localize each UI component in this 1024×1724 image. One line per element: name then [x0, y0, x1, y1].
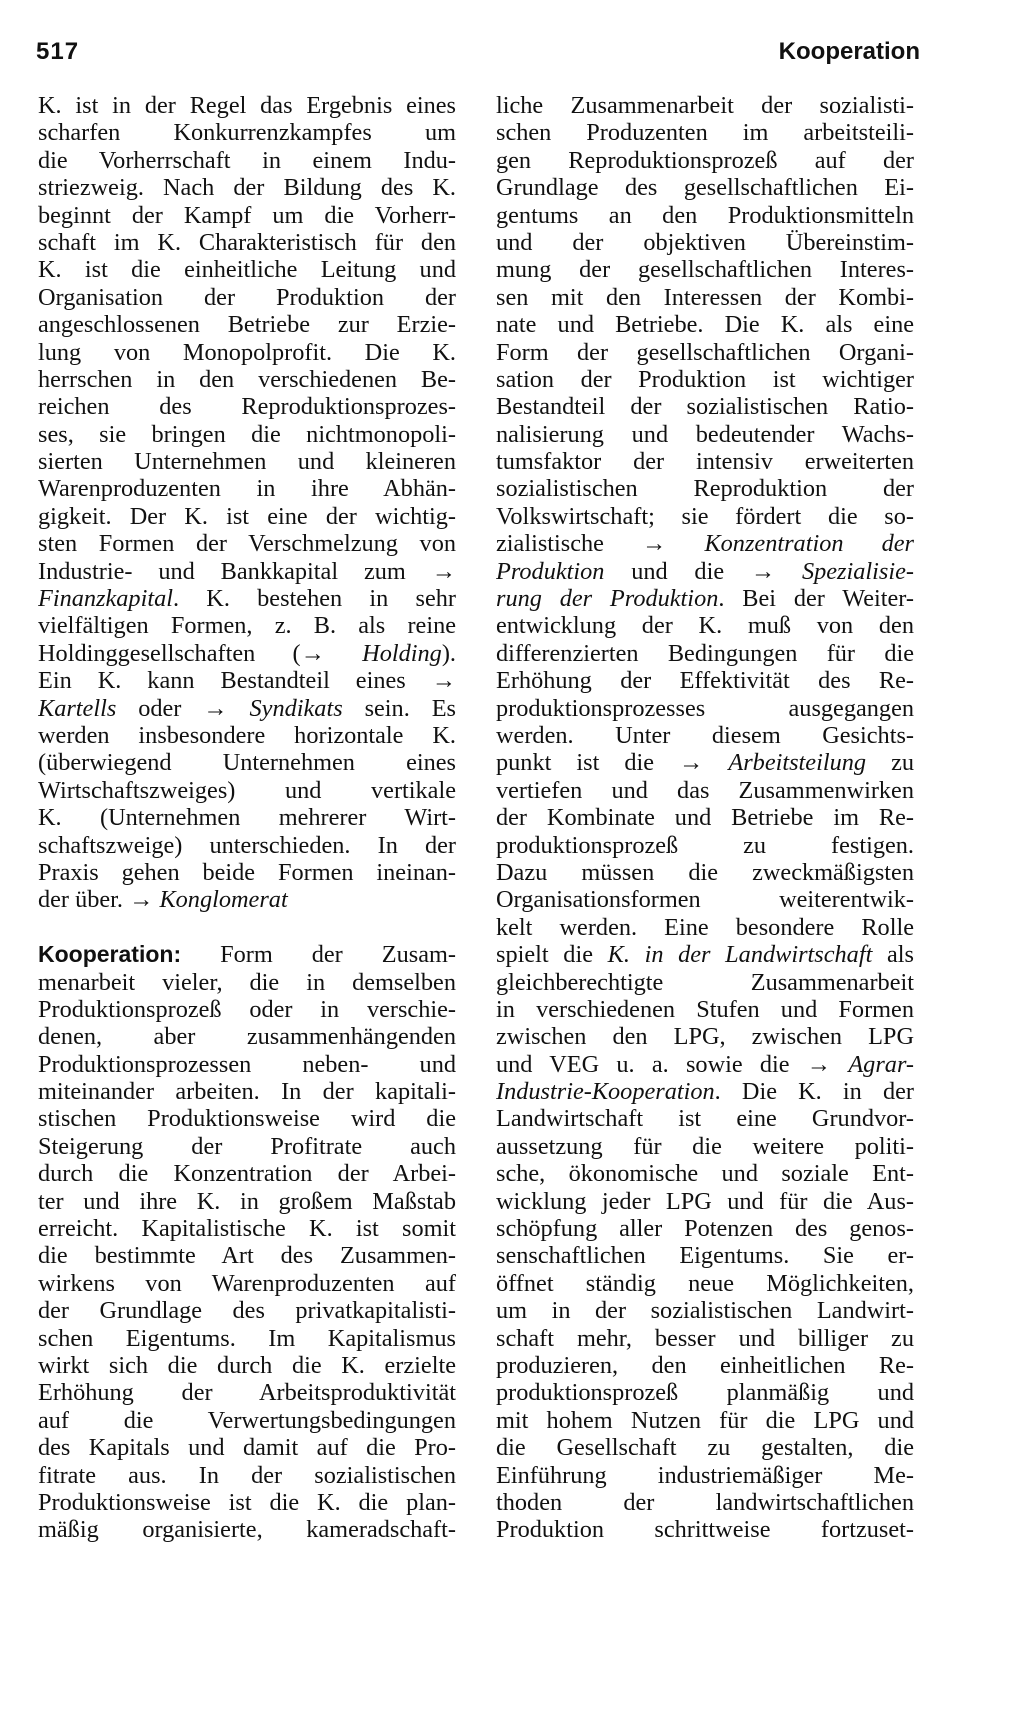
- text-run: reichen des Reproduktionsprozes-: [38, 393, 456, 421]
- text-run: fitrate aus. In der sozialistischen: [38, 1461, 456, 1489]
- text-line: [496, 558, 914, 585]
- text-line: [38, 256, 456, 283]
- text-line: [496, 229, 914, 256]
- text-line: [496, 804, 914, 831]
- text-run: wirkens von Warenproduzenten auf: [38, 1269, 456, 1297]
- text-run: schaft im K. Charakteristisch für den: [38, 228, 456, 256]
- text-run: denen, aber zusammenhängenden: [38, 1023, 456, 1051]
- text-run: . Bei der Weiter-: [718, 585, 914, 613]
- text-line: [496, 503, 914, 530]
- text-line: [38, 119, 456, 146]
- text-run: menarbeit vieler, die in demselben: [38, 968, 456, 996]
- text-line: [38, 229, 456, 256]
- text-run: ).: [441, 639, 456, 667]
- text-line: [38, 530, 456, 557]
- text-run: vielfältigen Formen, z. B. als reine: [38, 612, 456, 640]
- text-run: wicklung jeder LPG und für die Aus-: [496, 1187, 914, 1215]
- text-line: [38, 1516, 456, 1543]
- text-line: [38, 174, 456, 201]
- text-line: [496, 941, 914, 968]
- text-line: [496, 612, 914, 639]
- text-line: [496, 92, 914, 119]
- text-run: werden insbesondere horizontale K.: [38, 721, 456, 749]
- text-run: vertiefen und das Zusammenwirken: [496, 776, 914, 804]
- text-line: [496, 530, 914, 557]
- text-line: [38, 804, 456, 831]
- text-line: [496, 886, 914, 913]
- text-line: [496, 475, 914, 502]
- text-line: [38, 1407, 456, 1434]
- cross-reference: Konzentration der: [704, 530, 914, 558]
- text-run: ter und ihre K. in großem Maßstab: [38, 1187, 456, 1215]
- text-line: [496, 722, 914, 749]
- text-line: [496, 777, 914, 804]
- running-head: Kooperation: [778, 38, 920, 65]
- text-run: sein. Es: [342, 694, 456, 722]
- text-run: kelt werden. Eine besondere Rolle: [496, 913, 914, 941]
- text-run: mit hohem Nutzen für die LPG und: [496, 1406, 914, 1434]
- text-line: [38, 585, 456, 612]
- text-run: angeschlossenen Betriebe zur Erzie-: [38, 311, 456, 339]
- text-line: [496, 1516, 914, 1543]
- text-run: Form der Zusam-: [181, 941, 456, 969]
- text-line: [496, 969, 914, 996]
- text-line: [496, 147, 914, 174]
- text-run: Wirtschaftszweiges) und vertikale: [38, 776, 456, 804]
- text-run: zwischen den LPG, zwischen LPG: [496, 1023, 914, 1051]
- text-line: [38, 969, 456, 996]
- text-run: K. ist die einheitliche Leitung und: [38, 256, 456, 284]
- text-run: Ein K. kann Bestandteil eines →: [38, 667, 456, 695]
- text-run: erreicht. Kapitalistische K. ist somit: [38, 1215, 456, 1243]
- text-line: [38, 1270, 456, 1297]
- cross-reference: Kartells: [38, 694, 117, 722]
- text-line: [38, 393, 456, 420]
- text-line: [496, 119, 914, 146]
- page-number: 517: [36, 38, 80, 65]
- text-run: . Die K. in der: [714, 1078, 914, 1106]
- text-run: liche Zusammenarbeit der sozialisti-: [496, 92, 914, 119]
- text-line: [38, 1434, 456, 1461]
- text-line: [38, 859, 456, 886]
- cross-reference: Syndikats: [249, 694, 343, 722]
- text-line: [38, 1325, 456, 1352]
- text-run: Industrie- und Bankkapital zum →: [38, 557, 456, 585]
- text-line: [496, 284, 914, 311]
- text-line: [38, 640, 456, 667]
- text-run: und VEG u. a. sowie die →: [496, 1050, 849, 1078]
- text-line: [496, 640, 914, 667]
- text-line: [38, 1188, 456, 1215]
- text-run: zu: [866, 749, 914, 777]
- text-line: [38, 996, 456, 1023]
- text-line: [38, 147, 456, 174]
- text-run: zialistische →: [496, 530, 705, 558]
- text-run: stischen Produktionsweise wird die: [38, 1105, 456, 1133]
- text-line: [38, 366, 456, 393]
- text-line: [496, 1462, 914, 1489]
- text-run: und die →: [604, 557, 802, 585]
- text-run: öffnet ständig neue Möglichkeiten,: [496, 1269, 914, 1297]
- text-run: Organisation der Produktion der: [38, 283, 456, 311]
- text-line: [38, 503, 456, 530]
- text-run: miteinander arbeiten. In der kapitali-: [38, 1078, 456, 1106]
- cross-reference: rung der Produktion: [496, 585, 719, 613]
- text-run: produktionsprozesses ausgegangen: [496, 694, 914, 722]
- text-run: des Kapitals und damit auf die Pro-: [38, 1434, 456, 1462]
- text-run: oder →: [116, 694, 250, 722]
- text-line: [38, 475, 456, 502]
- text-line: [496, 914, 914, 941]
- text-run: mung der gesellschaftlichen Interes-: [496, 256, 914, 284]
- text-line: [38, 1489, 456, 1516]
- text-line: [496, 996, 914, 1023]
- text-line: [496, 1023, 914, 1050]
- text-line: [38, 1352, 456, 1379]
- text-run: differenzierten Bedingungen für die: [496, 639, 914, 667]
- text-run: Form der gesellschaftlichen Organi-: [496, 338, 914, 366]
- text-line: [38, 284, 456, 311]
- text-line: [38, 448, 456, 475]
- text-line: [496, 667, 914, 694]
- text-run: die bestimmte Art des Zusammen-: [38, 1242, 456, 1270]
- text-run: sierten Unternehmen und kleineren: [38, 448, 456, 476]
- text-run: Warenproduzenten in ihre Abhän-: [38, 475, 456, 503]
- text-run: K. (Unternehmen mehrerer Wirt-: [38, 804, 456, 832]
- text-line: [38, 1023, 456, 1050]
- text-line: [496, 1078, 914, 1105]
- text-run: der Grundlage des privatkapitalisti-: [38, 1297, 456, 1325]
- text-line: [38, 1242, 456, 1269]
- text-line: [496, 1133, 914, 1160]
- text-run: Organisationsformen weiterentwik-: [496, 886, 914, 914]
- text-run: tumsfaktor der intensiv erweiterten: [496, 448, 914, 476]
- text-line: [496, 366, 914, 393]
- text-run: Produktion schrittweise fortzuset-: [496, 1516, 914, 1544]
- text-run: Bestandteil der sozialistischen Ratio-: [496, 393, 914, 421]
- text-run: auf die Verwertungsbedingungen: [38, 1406, 456, 1434]
- text-run: entwicklung der K. muß von den: [496, 612, 914, 640]
- text-run: Landwirtschaft ist eine Grundvor-: [496, 1105, 914, 1133]
- text-line: [496, 202, 914, 229]
- text-line: [38, 421, 456, 448]
- text-line: [496, 1270, 914, 1297]
- entry-headword: Kooperation:: [38, 941, 182, 968]
- text-line: [496, 1051, 914, 1078]
- text-line: [496, 1434, 914, 1461]
- text-run: Grundlage des gesellschaftlichen Ei-: [496, 174, 914, 202]
- text-run: produzieren, den einheitlichen Re-: [496, 1351, 914, 1379]
- text-run: um in der sozialistischen Landwirt-: [496, 1297, 914, 1325]
- text-line: [496, 859, 914, 886]
- text-line: [38, 1133, 456, 1160]
- text-line: [38, 339, 456, 366]
- page-header: [36, 38, 920, 78]
- text-run: sten Formen der Verschmelzung von: [38, 530, 456, 558]
- text-run: gentums an den Produktionsmitteln: [496, 201, 914, 229]
- text-run: punkt ist die →: [496, 749, 729, 777]
- text-run: in verschiedenen Stufen und Formen: [496, 995, 914, 1023]
- text-line: [496, 311, 914, 338]
- text-run: Erhöhung der Effektivität des Re-: [496, 667, 914, 695]
- text-run: als: [872, 941, 914, 969]
- text-run: schöpfung aller Potenzen des genos-: [496, 1215, 914, 1243]
- cross-reference: Spezialisie-: [801, 557, 914, 585]
- text-line: [496, 1297, 914, 1324]
- text-line: [38, 886, 456, 913]
- text-run: gigkeit. Der K. ist eine der wichtig-: [38, 502, 456, 530]
- text-line: [38, 777, 456, 804]
- text-line: [496, 174, 914, 201]
- text-run: schaftszweige) unterschieden. In der: [38, 831, 456, 859]
- text-run: und der objektiven Übereinstim-: [496, 228, 914, 256]
- text-line: [38, 1078, 456, 1105]
- text-run: Dazu müssen die zweckmäßigsten: [496, 858, 914, 886]
- text-run: herrschen in den verschiedenen Be-: [38, 365, 456, 393]
- cross-reference: Industrie-Kooperation: [496, 1078, 715, 1106]
- text-run: scharfen Konkurrenzkampfes um: [38, 119, 456, 147]
- text-run: schen Produzenten im arbeitsteili-: [496, 119, 914, 147]
- text-run: beginnt der Kampf um die Vorherr-: [38, 201, 456, 229]
- text-run: Holdinggesellschaften (→: [38, 639, 363, 667]
- text-run: K. ist in der Regel das Ergebnis eines: [38, 92, 456, 119]
- text-run: nate und Betriebe. Die K. als eine: [496, 311, 914, 339]
- text-run: die Gesellschaft zu gestalten, die: [496, 1434, 914, 1462]
- text-run: sen mit den Interessen der Kombi-: [496, 283, 914, 311]
- text-run: produktionsprozeß zu festigen.: [496, 831, 914, 859]
- text-run: Produktionsprozessen neben- und: [38, 1050, 456, 1078]
- text-line: [496, 256, 914, 283]
- text-line: [496, 421, 914, 448]
- text-run: der über. →: [38, 886, 160, 914]
- text-line: [38, 1297, 456, 1324]
- text-line: [496, 393, 914, 420]
- text-run: ses, sie bringen die nichtmonopoli-: [38, 420, 456, 448]
- text-line: [38, 1051, 456, 1078]
- text-line: [38, 1160, 456, 1187]
- text-run: Steigerung der Profitrate auch: [38, 1132, 456, 1160]
- text-line: [496, 695, 914, 722]
- text-line: [496, 1379, 914, 1406]
- text-line: [496, 585, 914, 612]
- text-line: [496, 1188, 914, 1215]
- text-run: gleichberechtigte Zusammenarbeit: [496, 968, 914, 996]
- text-run: sche, ökonomische und soziale Ent-: [496, 1160, 914, 1188]
- text-line: [38, 1105, 456, 1132]
- text-line: [38, 1215, 456, 1242]
- text-run: schen Eigentums. Im Kapitalismus: [38, 1324, 456, 1352]
- text-run: thoden der landwirtschaftlichen: [496, 1488, 914, 1516]
- text-line: [496, 1160, 914, 1187]
- right-text-column: [496, 92, 914, 1544]
- text-line: [38, 695, 456, 722]
- text-line: [496, 1489, 914, 1516]
- text-line: [38, 1462, 456, 1489]
- text-line: [38, 311, 456, 338]
- text-run: aussetzung für die weitere politi-: [496, 1132, 914, 1160]
- text-run: Produktionsweise ist die K. die plan-: [38, 1488, 456, 1516]
- text-run: Einführung industriemäßiger Me-: [496, 1461, 914, 1489]
- text-run: striezweig. Nach der Bildung des K.: [38, 174, 456, 202]
- cross-reference: Arbeitsteilung: [728, 749, 867, 777]
- text-line: [38, 832, 456, 859]
- text-line: [38, 92, 456, 119]
- text-line: [496, 749, 914, 776]
- cross-reference: Konglomerat: [159, 886, 288, 914]
- text-line: [38, 558, 456, 585]
- text-run: werden. Unter diesem Gesichts-: [496, 721, 914, 749]
- text-run: Erhöhung der Arbeitsproduktivität: [38, 1379, 456, 1407]
- text-run: nalisierung und bedeutender Wachs-: [496, 420, 914, 448]
- text-line: [38, 722, 456, 749]
- text-run: spielt die: [496, 941, 608, 969]
- cross-reference: K. in der Landwirtschaft: [607, 941, 873, 969]
- cross-reference: Agrar-: [848, 1050, 914, 1078]
- text-run: Produktionsprozeß oder in verschie-: [38, 995, 456, 1023]
- left-text-column: [38, 92, 456, 1544]
- text-line: [38, 941, 456, 968]
- text-run: produktionsprozeß planmäßig und: [496, 1379, 914, 1407]
- text-run: schaft mehr, besser und billiger zu: [496, 1324, 914, 1352]
- text-line: [38, 749, 456, 776]
- cross-reference: Holding: [362, 639, 442, 667]
- text-line: [496, 1242, 914, 1269]
- text-line: [38, 612, 456, 639]
- text-line: [38, 667, 456, 694]
- text-line: [496, 1352, 914, 1379]
- text-line: [496, 832, 914, 859]
- text-run: Praxis gehen beide Formen ineinan-: [38, 858, 456, 886]
- text-line: [496, 339, 914, 366]
- cross-reference: Produktion: [496, 557, 605, 585]
- text-run: sozialistischen Reproduktion der: [496, 475, 914, 503]
- text-run: die Vorherrschaft in einem Indu-: [38, 146, 456, 174]
- cross-reference: Finanzkapital: [38, 585, 173, 613]
- text-run: wirkt sich die durch die K. erzielte: [38, 1351, 456, 1379]
- text-run: senschaftlichen Eigentums. Sie er-: [496, 1242, 914, 1270]
- text-line: [496, 1105, 914, 1132]
- text-line: [496, 1215, 914, 1242]
- text-run: . K. bestehen in sehr: [172, 585, 456, 613]
- text-run: lung von Monopolprofit. Die K.: [38, 338, 456, 366]
- text-run: der Kombinate und Betriebe im Re-: [496, 804, 914, 832]
- text-line: [38, 202, 456, 229]
- text-run: (überwiegend Unternehmen eines: [38, 749, 456, 777]
- text-line: [496, 448, 914, 475]
- text-run: gen Reproduktionsprozeß auf der: [496, 146, 914, 174]
- text-run: durch die Konzentration der Arbei-: [38, 1160, 456, 1188]
- text-line: [38, 1379, 456, 1406]
- text-run: mäßig organisierte, kameradschaft-: [38, 1516, 456, 1544]
- text-run: Volkswirtschaft; sie fördert die so-: [496, 502, 914, 530]
- text-line: [496, 1325, 914, 1352]
- text-run: sation der Produktion ist wichtiger: [496, 365, 914, 393]
- text-line: [496, 1407, 914, 1434]
- paragraph-gap: [38, 914, 456, 941]
